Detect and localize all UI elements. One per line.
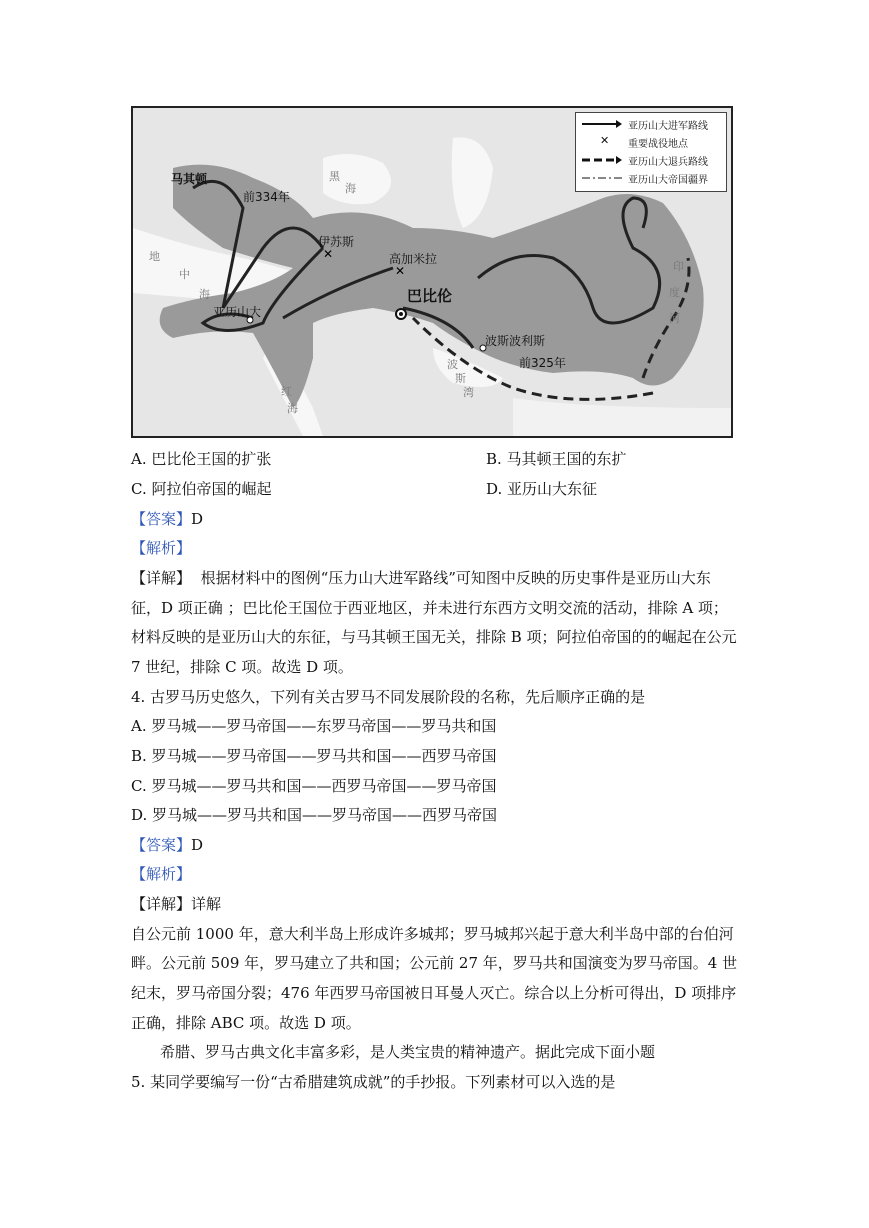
legend-retreat: 亚历山大退兵路线 [628, 157, 708, 168]
q3-analysis-tag: 【解析】 [131, 539, 192, 557]
svg-text:✕: ✕ [395, 264, 406, 278]
q3-option-c: C. 阿拉伯帝国的崛起 [131, 480, 272, 498]
history-map [131, 106, 733, 438]
sea-label: 红 [281, 385, 292, 398]
sea-label: 海 [287, 402, 298, 415]
answer-tag: 【答案】 [131, 836, 192, 854]
answer-tag: 【答案】 [131, 510, 192, 528]
q3-option-b: B. 马其顿王国的东扩 [486, 450, 627, 468]
q4-stem: 4. 古罗马历史悠久，下列有关古罗马不同发展阶段的名称，先后顺序正确的是 [131, 688, 646, 706]
place-gaugamela: 高加米拉 [389, 252, 438, 266]
legend-border: 亚历山大帝国疆界 [628, 175, 708, 186]
label-year-334: 前334年 [243, 190, 290, 204]
sea-label: 海 [199, 288, 210, 301]
sea-label: 波 [447, 358, 458, 371]
sea-label: 中 [179, 268, 190, 281]
detail-tag: 【详解】 [131, 569, 192, 587]
q4-analysis-tag: 【解析】 [131, 865, 192, 883]
q3-detail-line3: 材料反映的是亚历山大的东征，与马其顿王国无关，排除 B 项；阿拉伯帝国的的崛起在公元 [131, 628, 737, 646]
legend-battle: 重要战役地点 [628, 139, 688, 150]
q4-paragraph-line4: 正确，排除 ABC 项。故选 D 项。 [131, 1014, 361, 1032]
svg-text:✕: ✕ [323, 247, 334, 261]
q4-paragraph-line2: 畔。公元前 509 年，罗马建立了共和国；公元前 27 年，罗马共和国演变为罗马帝国。4 世 [131, 954, 738, 972]
place-alexandria: 亚历山大 [213, 305, 262, 319]
place-macedon: 马其顿 [171, 172, 208, 186]
q3-option-d: D. 亚历山大东征 [486, 480, 598, 498]
q3-detail-text1: 根据材料中的图例“压力山大进军路线”可知图中反映的历史事件是亚历山大东 [200, 569, 711, 587]
q4-option-c: C. 罗马城——罗马共和国——西罗马帝国——罗马帝国 [131, 777, 497, 795]
q4-paragraph-line1: 自公元前 1000 年，意大利半岛上形成许多城邦；罗马城邦兴起于意大利半岛中部的台伯河 [131, 925, 734, 943]
sea-label: 河 [669, 312, 680, 325]
battle-cross-icon: ✕ [600, 134, 610, 147]
label-year-325: 前325年 [519, 356, 566, 370]
sea-label: 斯 [455, 372, 466, 385]
q3-option-a: A. 巴比伦王国的扩张 [131, 450, 272, 468]
q4-option-a: A. 罗马城——罗马帝国——东罗马帝国——罗马共和国 [131, 717, 497, 735]
q3-detail-line1 [131, 568, 711, 588]
q4-answer: D [191, 836, 204, 854]
legend-route: 亚历山大进军路线 [628, 121, 708, 132]
sea-label: 黑 [329, 170, 340, 183]
route-arrow-icon [582, 119, 622, 129]
q4-option-b: B. 罗马城——罗马帝国——罗马共和国——西罗马帝国 [131, 747, 497, 765]
section-intro: 希腊、罗马古典文化丰富多彩，是人类宝贵的精神遗产。据此完成下面小题 [160, 1043, 656, 1061]
q3-detail-line2: 征，D 项正确 ；巴比伦王国位于西亚地区，并未进行东西方文明交流的活动，排除 A 项； [131, 599, 728, 617]
sea-label: 印 [673, 260, 684, 273]
q3-detail-line4: 7 世纪，排除 C 项。故选 D 项。 [131, 658, 353, 676]
q4-option-d: D. 罗马城——罗马共和国——罗马帝国——西罗马帝国 [131, 806, 498, 824]
place-persepolis: 波斯波利斯 [485, 334, 546, 348]
sea-label: 度 [669, 286, 680, 299]
retreat-arrow-icon [582, 155, 622, 165]
q4-answer-line [131, 835, 203, 855]
place-babylon: 巴比伦 [407, 287, 453, 305]
sea-label: 湾 [463, 386, 474, 399]
q3-answer-line [131, 509, 203, 529]
map-legend [575, 112, 727, 192]
q5-stem: 5. 某同学要编写一份“古希腊建筑成就”的手抄报。下列素材可以入选的是 [131, 1073, 616, 1091]
place-issus: 伊苏斯 [318, 235, 355, 249]
sea-label: 地 [149, 250, 160, 263]
q3-answer: D [191, 510, 204, 528]
q4-paragraph-line3: 纪末，罗马帝国分裂；476 年西罗马帝国被日耳曼人灭亡。综合以上分析可得出，D 项排序 [131, 984, 737, 1002]
q4-detail-line: 【详解】详解 [131, 895, 222, 913]
sea-label: 海 [345, 182, 356, 195]
border-line-icon [582, 173, 622, 183]
